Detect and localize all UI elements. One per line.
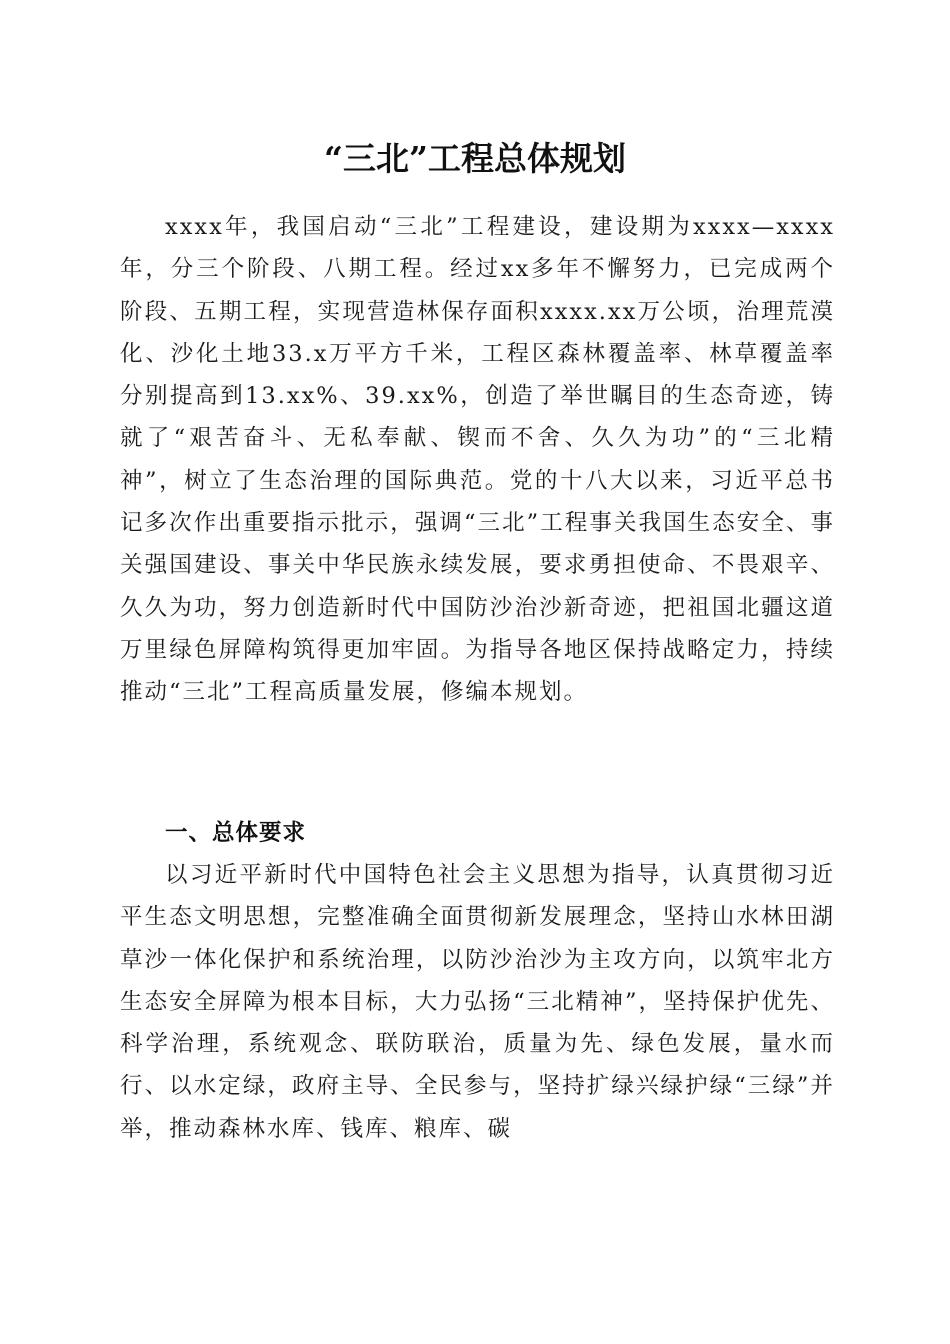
document-title: “三北”工程总体规划 bbox=[324, 139, 626, 178]
section-heading: 一、总体要求 bbox=[165, 820, 307, 846]
intro-paragraph: xxxx年，我国启动“三北”工程建设，建设期为xxxx—xxxx年，分三个阶段、八期工程。经过xx多年不懈努力，已完成两个阶段、五期工程，实现营造林保存面积xxxx.xx万公顷，治理荒漠化、沙化土地33.x万平方千米，工程区森林覆盖率、林草覆盖率分别提高到13.xx%、39.xx%，创造了举世瞩目的生态奇迹，铸就了“艰苦奋斗、无私奉献、锲而不舍、久久为功”的“三北精神”，树立了生态治理的国际典范。党的十八大以来，习近平总书记多次作出重要指示批示，强调“三北”工程事关我国生态安全、事关强国建设、事关中华民族永续发展，要求勇担使命、不畏艰辛、久久为功，努力创造新时代中国防沙治沙新奇迹，把祖国北疆这道万里绿色屏障构筑得更加牢固。为指导各地区保持战略定力，持续推动“三北”工程高质量发展，修编本规划。 bbox=[120, 214, 835, 706]
section-paragraph: 以习近平新时代中国特色社会主义思想为指导，认真贯彻习近平生态文明思想，完整准确全面贯彻新发展理念，坚持山水林田湖草沙一体化保护和系统治理，以防沙治沙为主攻方向，以筑牢北方生态安全屏障为根本目标，大力弘扬“三北精神”，坚持保护优先、科学治理，系统观念、联防联治，质量为先、绿色发展，量水而行、以水定绿，政府主导、全民参与，坚持扩绿兴绿护绿“三绿”并举，推动森林水库、钱库、粮库、碳 bbox=[120, 862, 835, 1142]
